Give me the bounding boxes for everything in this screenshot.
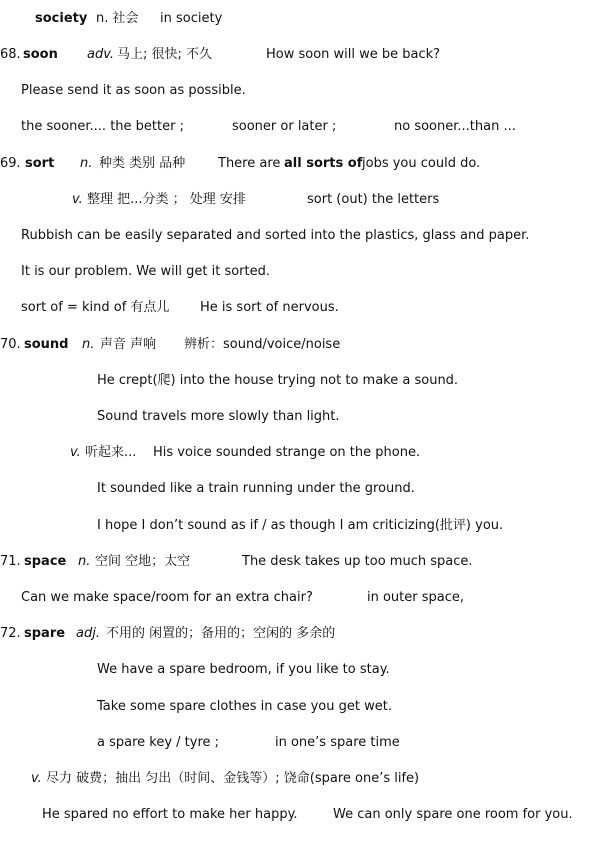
line-segment: no sooner...than ... [394, 119, 516, 134]
doc-line [0, 336, 600, 354]
line-segment: Take some spare clothes in case you get wet. [97, 699, 392, 714]
line-segment: space [24, 554, 67, 569]
line-segment: sort (out) the letters [307, 192, 440, 207]
line-segment: a spare key / tyre ; [97, 735, 220, 750]
line-segment: in outer space, [367, 590, 465, 605]
line-segment: adv. [87, 47, 114, 62]
line-segment: society [35, 11, 88, 26]
doc-line [0, 227, 600, 245]
line-segment: n. 社会 [96, 11, 139, 26]
line-segment: I hope I don’t sound as if / as though I am criticizing(批评) you. [97, 518, 504, 533]
line-segment: It sounded like a train running under the ground. [97, 481, 415, 496]
doc-line [0, 408, 600, 426]
line-segment: 整理 把...分类 ； 处理 安排 [87, 192, 246, 207]
line-segment: 70. [0, 337, 21, 352]
line-segment: Sound travels more slowly than light. [97, 409, 340, 424]
line-segment: 辨析：sound/voice/noise [184, 337, 341, 352]
doc-line [0, 299, 600, 317]
line-segment: We have a spare bedroom, if you like to stay. [97, 662, 390, 677]
line-segment: 听起来... [85, 445, 137, 460]
line-segment: v. [72, 192, 83, 207]
doc-line [0, 806, 600, 824]
line-segment: There are [218, 156, 281, 171]
line-segment: sooner or later ; [232, 119, 337, 134]
line-segment: 69. [0, 156, 21, 171]
line-segment: We can only spare one room for you. [333, 807, 573, 822]
doc-line [0, 698, 600, 716]
line-segment: jobs you could do. [362, 156, 481, 171]
doc-line [0, 263, 600, 281]
line-segment: sort of = kind of 有点儿 [21, 300, 170, 315]
line-segment: n. [80, 156, 93, 171]
line-segment: 68. [0, 47, 21, 62]
doc-line [0, 480, 600, 498]
doc-line [0, 82, 600, 100]
line-segment: the sooner.... the better ; [21, 119, 184, 134]
line-segment: in one’s spare time [275, 735, 400, 750]
line-segment: n. [82, 337, 95, 352]
line-segment: Can we make space/room for an extra chair? [21, 590, 313, 605]
line-segment: He crept(爬) into the house trying not to make a sound. [97, 373, 459, 388]
doc-line [0, 444, 600, 462]
doc-line [0, 553, 600, 571]
line-segment: 尽力 破费；抽出 匀出（时间、金钱等）; 饶命(spare one’s life) [46, 771, 420, 786]
line-segment: He spared no effort to make her happy. [42, 807, 298, 822]
doc-line [0, 372, 600, 390]
line-segment: Please send it as soon as possible. [21, 83, 246, 98]
line-segment: v. [70, 445, 81, 460]
line-segment: He is sort of nervous. [200, 300, 339, 315]
line-segment: Rubbish can be easily separated and sorted into the plastics, glass and paper. [21, 228, 530, 243]
line-segment: 种类 类别 品种 [99, 156, 186, 171]
doc-line [0, 661, 600, 679]
doc-line [0, 155, 600, 173]
doc-line [0, 191, 600, 209]
line-segment: sound [24, 337, 69, 352]
line-segment: 72. [0, 626, 21, 641]
doc-line [0, 46, 600, 64]
doc-line [0, 118, 600, 136]
doc-line [0, 517, 600, 535]
line-segment: spare [24, 626, 66, 641]
line-segment: soon [23, 47, 58, 62]
doc-line [0, 625, 600, 643]
doc-line [0, 734, 600, 752]
line-segment: v. [31, 771, 42, 786]
line-segment: 马上; 很快; 不久 [117, 47, 213, 62]
line-segment: adj. [76, 626, 100, 641]
line-segment: His voice sounded strange on the phone. [153, 445, 421, 460]
line-segment: 71. [0, 554, 21, 569]
line-segment: 空间 空地；太空 [95, 554, 191, 569]
doc-line [0, 770, 600, 788]
line-segment: How soon will we be back? [266, 47, 441, 62]
line-segment: n. [78, 554, 91, 569]
line-segment: in society [160, 11, 223, 26]
line-segment: 不用的 闲置的；备用的；空闲的 多余的 [106, 626, 336, 641]
line-segment: sort [25, 156, 55, 171]
line-segment: all sorts of [284, 156, 363, 171]
doc-line [0, 589, 600, 607]
line-segment: The desk takes up too much space. [242, 554, 473, 569]
line-segment: 声音 声响 [100, 337, 157, 352]
line-segment: It is our problem. We will get it sorted. [21, 264, 270, 279]
doc-line [0, 10, 600, 28]
